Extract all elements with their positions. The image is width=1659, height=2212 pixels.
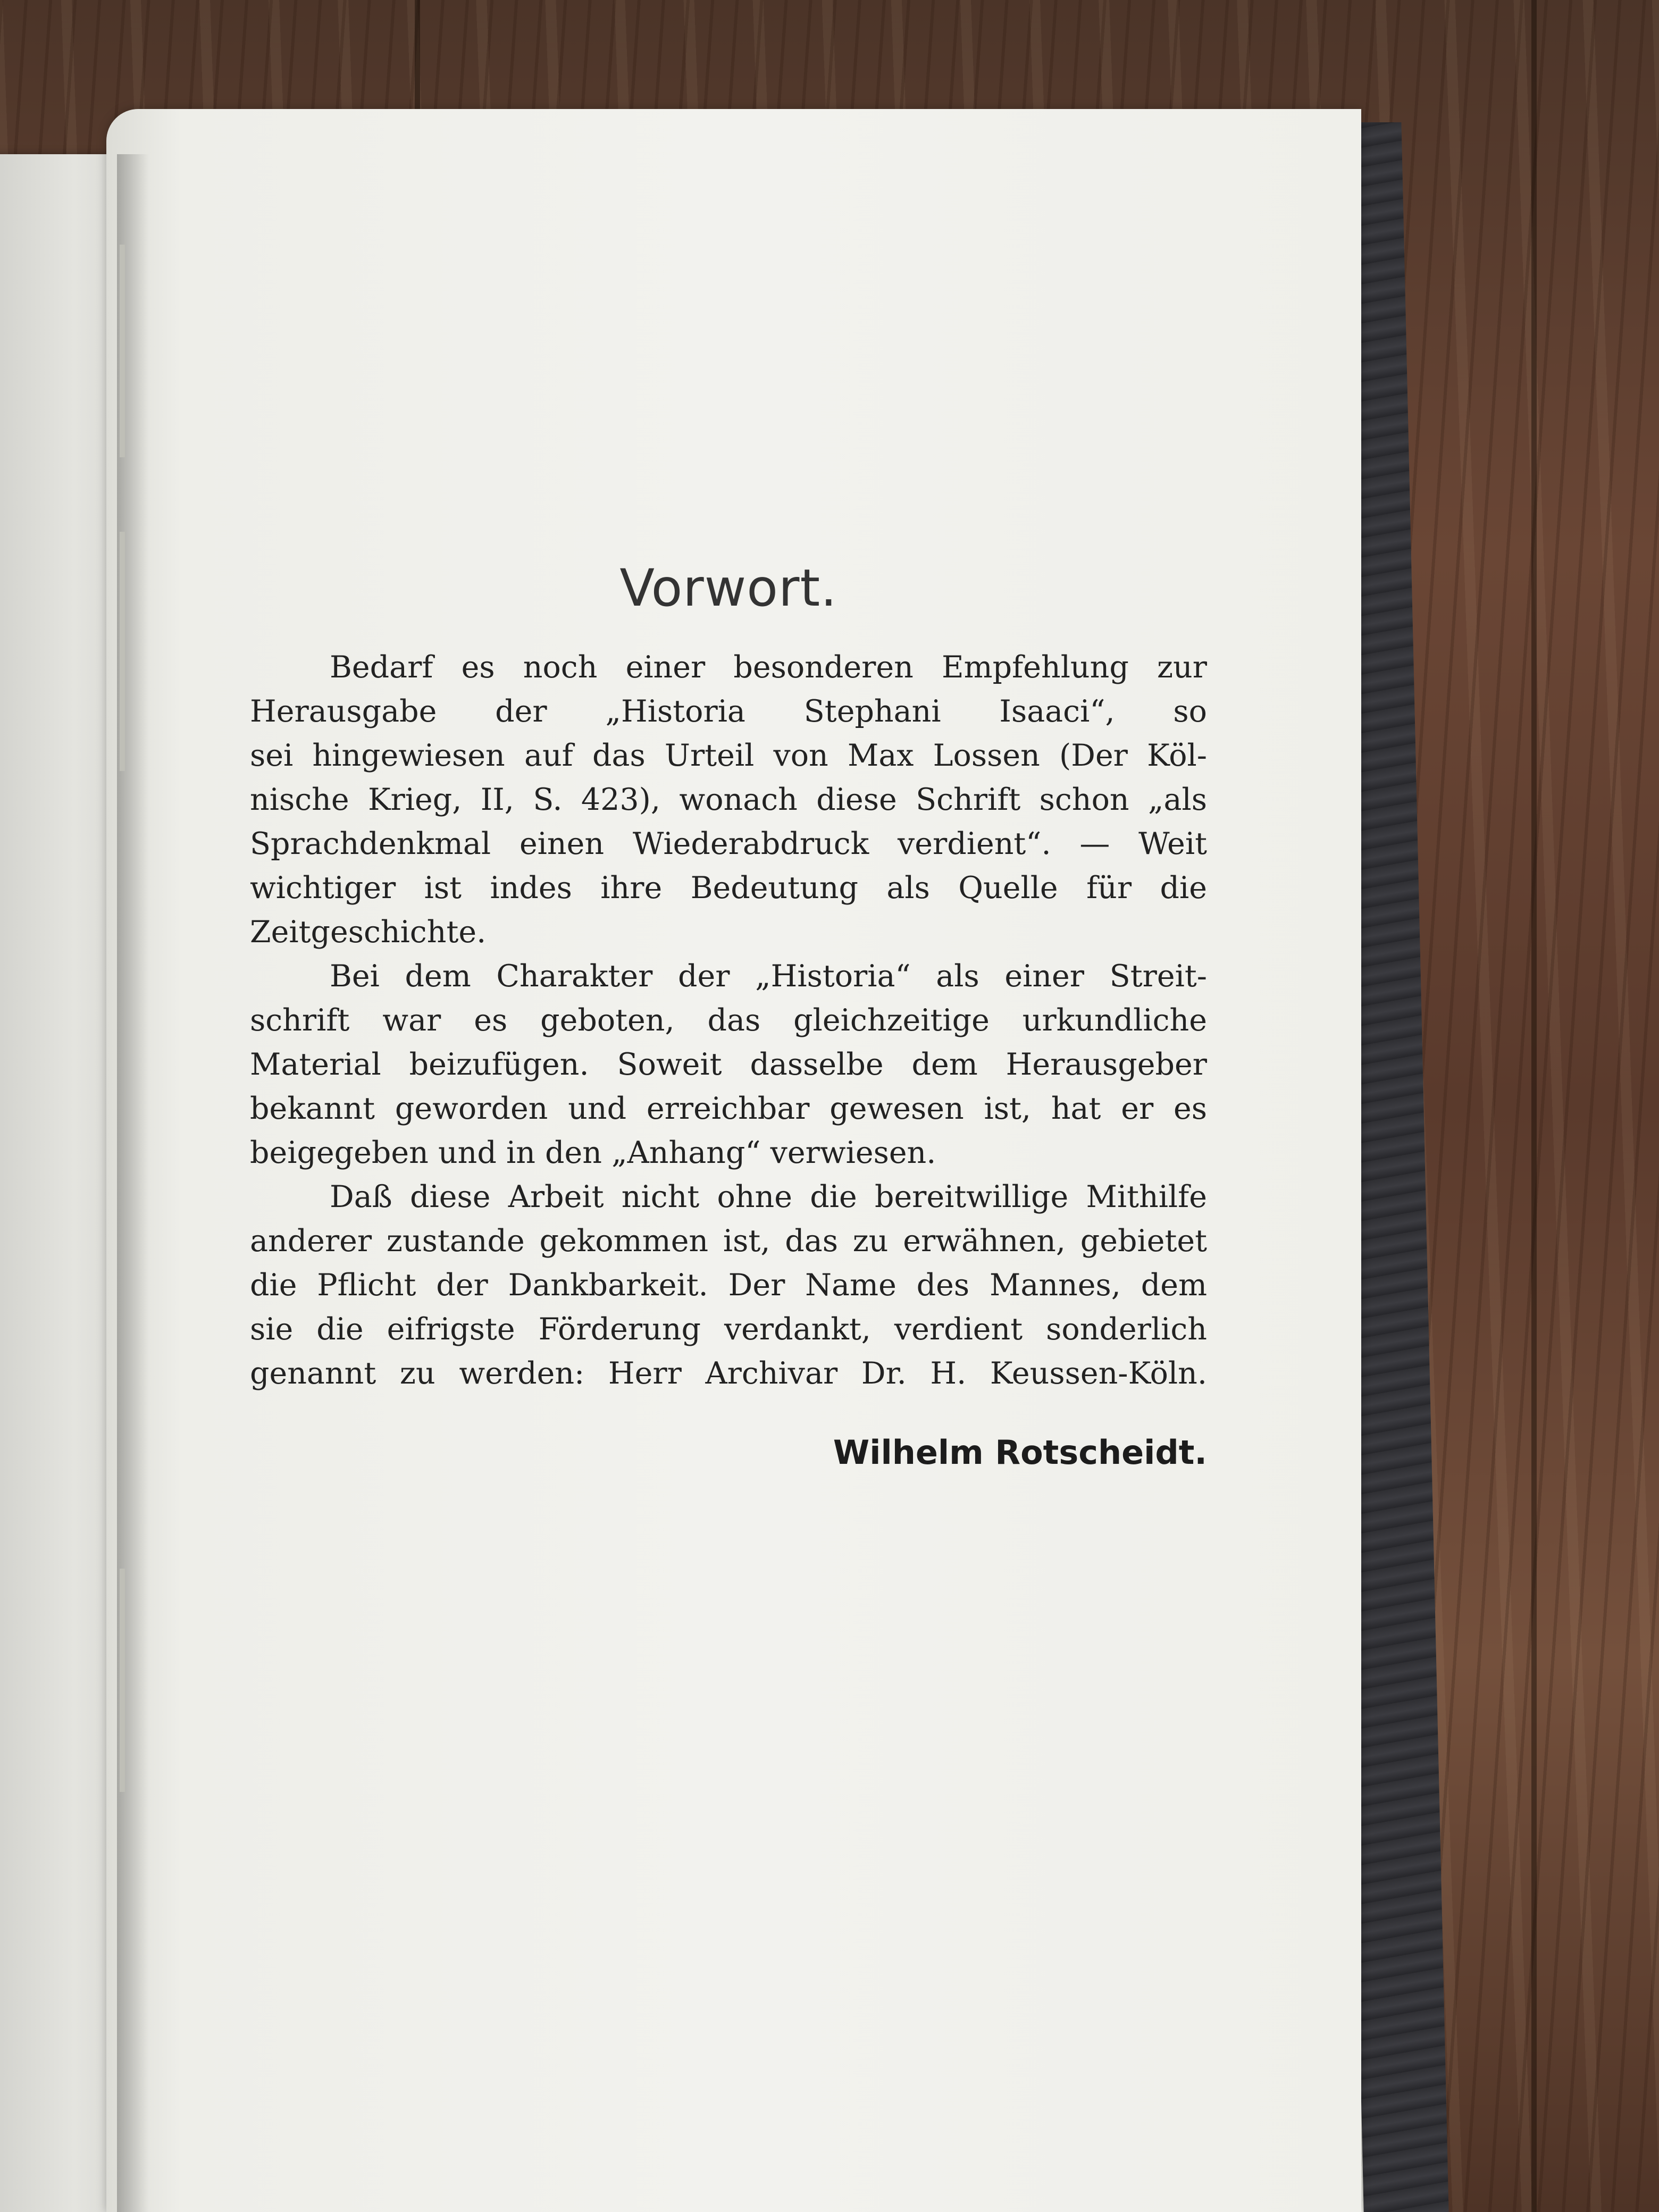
- text-line: Bei dem Charakter der „Historia“ als einer Streit-: [330, 959, 1207, 994]
- page-title: Vorwort.: [619, 558, 837, 618]
- gutter-shadow: [117, 154, 149, 2212]
- text-line: sie die eifrigste Förderung verdankt, verdient sonderlich: [250, 1312, 1207, 1347]
- wood-seam: [1531, 0, 1537, 2212]
- text-line: sei hingewiesen auf das Urteil von Max Lossen (Der Köl-: [250, 738, 1207, 773]
- text-line: Daß diese Arbeit nicht ohne die bereitwillige Mithilfe: [330, 1179, 1207, 1214]
- text-line: anderer zustande gekommen ist, das zu erwähnen, gebietet: [250, 1224, 1207, 1259]
- binding-stitch: [120, 245, 125, 457]
- binding-stitch: [120, 532, 125, 771]
- text-line: Bedarf es noch einer besonderen Empfehlung zur: [330, 650, 1207, 685]
- text-line: Sprachdenkmal einen Wiederabdruck verdient“. — Weit: [250, 826, 1207, 861]
- text-line: genannt zu werden: Herr Archivar Dr. H. Keussen-Köln.: [250, 1356, 1207, 1391]
- binding-stitch: [120, 1569, 125, 1792]
- text-line: bekannt geworden und erreichbar gewesen ist, hat er es: [250, 1091, 1207, 1126]
- text-line: nische Krieg, II, S. 423), wonach diese Schrift schon „als: [250, 782, 1207, 817]
- paragraph: [250, 954, 1207, 1175]
- text-line: Herausgabe der „Historia Stephani Isaaci“, so: [250, 694, 1207, 729]
- text-line: beigegeben und in den „Anhang“ verwiesen.: [250, 1135, 936, 1170]
- text-line: schrift war es geboten, das gleichzeitige urkundliche: [250, 1003, 1207, 1038]
- preface-text: [250, 558, 1207, 1472]
- text-line: wichtiger ist indes ihre Bedeutung als Quelle für die: [250, 870, 1207, 906]
- text-line: Zeitgeschichte.: [250, 915, 487, 950]
- author-signature: Wilhelm Rotscheidt.: [833, 1433, 1207, 1472]
- paragraph: [250, 646, 1207, 954]
- text-line: Material beizufügen. Soweit dasselbe dem Herausgeber: [250, 1047, 1207, 1082]
- paragraph: [250, 1175, 1207, 1396]
- text-line: die Pflicht der Dankbarkeit. Der Name des Mannes, dem: [250, 1268, 1207, 1303]
